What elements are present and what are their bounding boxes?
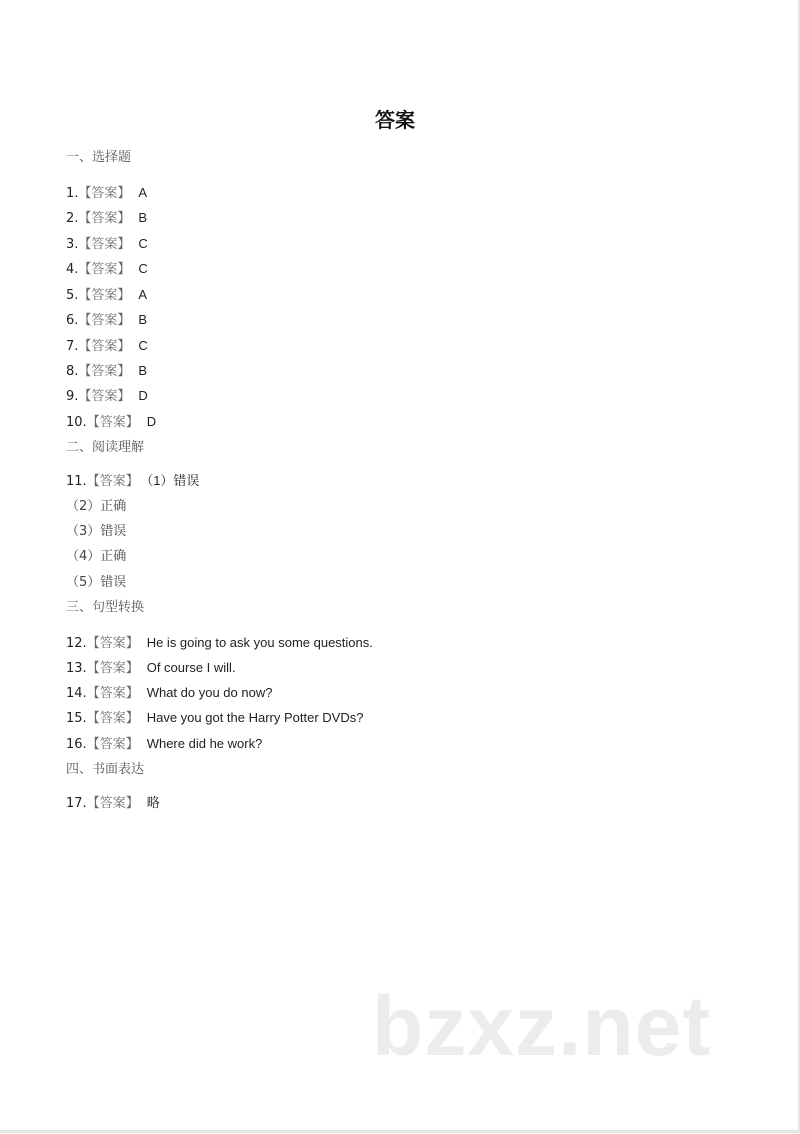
question-number: 4. xyxy=(66,262,79,277)
answer-item xyxy=(66,735,262,754)
answer-text: Of course I will. xyxy=(146,660,236,675)
answer-text: What do you do now? xyxy=(146,685,273,700)
answer-item xyxy=(66,362,147,381)
question-number: 3. xyxy=(66,237,79,252)
answer-item xyxy=(66,413,156,432)
question-number: 12. xyxy=(66,636,87,651)
answer-tag: 【答案】 xyxy=(78,237,131,252)
question-number: 7. xyxy=(66,339,79,354)
answer-text: 略 xyxy=(146,795,160,810)
answer-text: D xyxy=(146,414,157,429)
answer-tag: 【答案】 xyxy=(86,737,139,752)
section-heading: 一、选择题 xyxy=(66,150,132,165)
answer-tag: 【答案】 xyxy=(86,474,139,489)
answer-item xyxy=(66,260,148,279)
sub-answer: （2）正确 xyxy=(66,499,127,514)
sub-answer: （5）错误 xyxy=(66,575,127,590)
answer-tag: 【答案】 xyxy=(86,686,139,701)
question-number: 5. xyxy=(66,288,79,303)
answer-item xyxy=(66,235,148,254)
question-number: 9. xyxy=(66,389,79,404)
answer-item xyxy=(66,472,199,491)
answer-item xyxy=(66,209,147,228)
question-number: 13. xyxy=(66,661,87,676)
answer-item xyxy=(66,709,363,728)
answer-tag: 【答案】 xyxy=(78,364,131,379)
sub-answer: （3）错误 xyxy=(66,524,127,539)
answer-tag: 【答案】 xyxy=(78,211,131,226)
answer-item xyxy=(66,311,147,330)
answer-item xyxy=(66,286,147,305)
section-heading: 二、阅读理解 xyxy=(66,440,145,455)
answer-text: A xyxy=(138,287,148,302)
answer-item xyxy=(66,387,148,406)
question-number: 8. xyxy=(66,364,79,379)
question-number: 16. xyxy=(66,737,87,752)
answer-text: D xyxy=(138,388,148,403)
answer-item xyxy=(66,184,147,203)
answer-tag: 【答案】 xyxy=(86,636,139,651)
answer-text: （1）错误 xyxy=(146,473,200,488)
answer-tag: 【答案】 xyxy=(86,661,139,676)
answer-tag: 【答案】 xyxy=(78,313,131,328)
question-number: 15. xyxy=(66,711,87,726)
answer-text: B xyxy=(138,312,148,327)
question-number: 17. xyxy=(66,796,87,811)
section-heading: 四、书面表达 xyxy=(66,762,145,777)
answer-tag: 【答案】 xyxy=(78,186,131,201)
answer-tag: 【答案】 xyxy=(78,262,131,277)
question-number: 10. xyxy=(66,415,87,430)
answer-tag: 【答案】 xyxy=(86,415,139,430)
answer-item xyxy=(66,337,148,356)
question-number: 1. xyxy=(66,186,79,201)
answer-item xyxy=(66,634,373,653)
answer-tag: 【答案】 xyxy=(86,796,139,811)
answer-tag: 【答案】 xyxy=(78,389,131,404)
page-title: 答案 xyxy=(375,108,415,132)
question-number: 6. xyxy=(66,313,79,328)
watermark: bzxz.net xyxy=(372,979,712,1073)
answer-item xyxy=(66,659,236,678)
answer-tag: 【答案】 xyxy=(78,288,131,303)
answer-text: C xyxy=(138,261,148,276)
section-heading: 三、句型转换 xyxy=(66,600,145,615)
answer-tag: 【答案】 xyxy=(86,711,139,726)
answer-text: C xyxy=(138,236,148,251)
question-number: 14. xyxy=(66,686,87,701)
answer-text: A xyxy=(138,185,148,200)
answer-text: B xyxy=(138,210,148,225)
answer-text: Where did he work? xyxy=(146,736,263,751)
answer-text: He is going to ask you some questions. xyxy=(146,635,373,650)
answer-item xyxy=(66,794,160,813)
answer-text: Have you got the Harry Potter DVDs? xyxy=(146,710,364,725)
question-number: 11. xyxy=(66,474,87,489)
answer-tag: 【答案】 xyxy=(78,339,131,354)
question-number: 2. xyxy=(66,211,79,226)
sub-answer: （4）正确 xyxy=(66,549,127,564)
answer-item xyxy=(66,684,272,703)
answer-text: B xyxy=(138,363,148,378)
answer-text: C xyxy=(138,338,148,353)
